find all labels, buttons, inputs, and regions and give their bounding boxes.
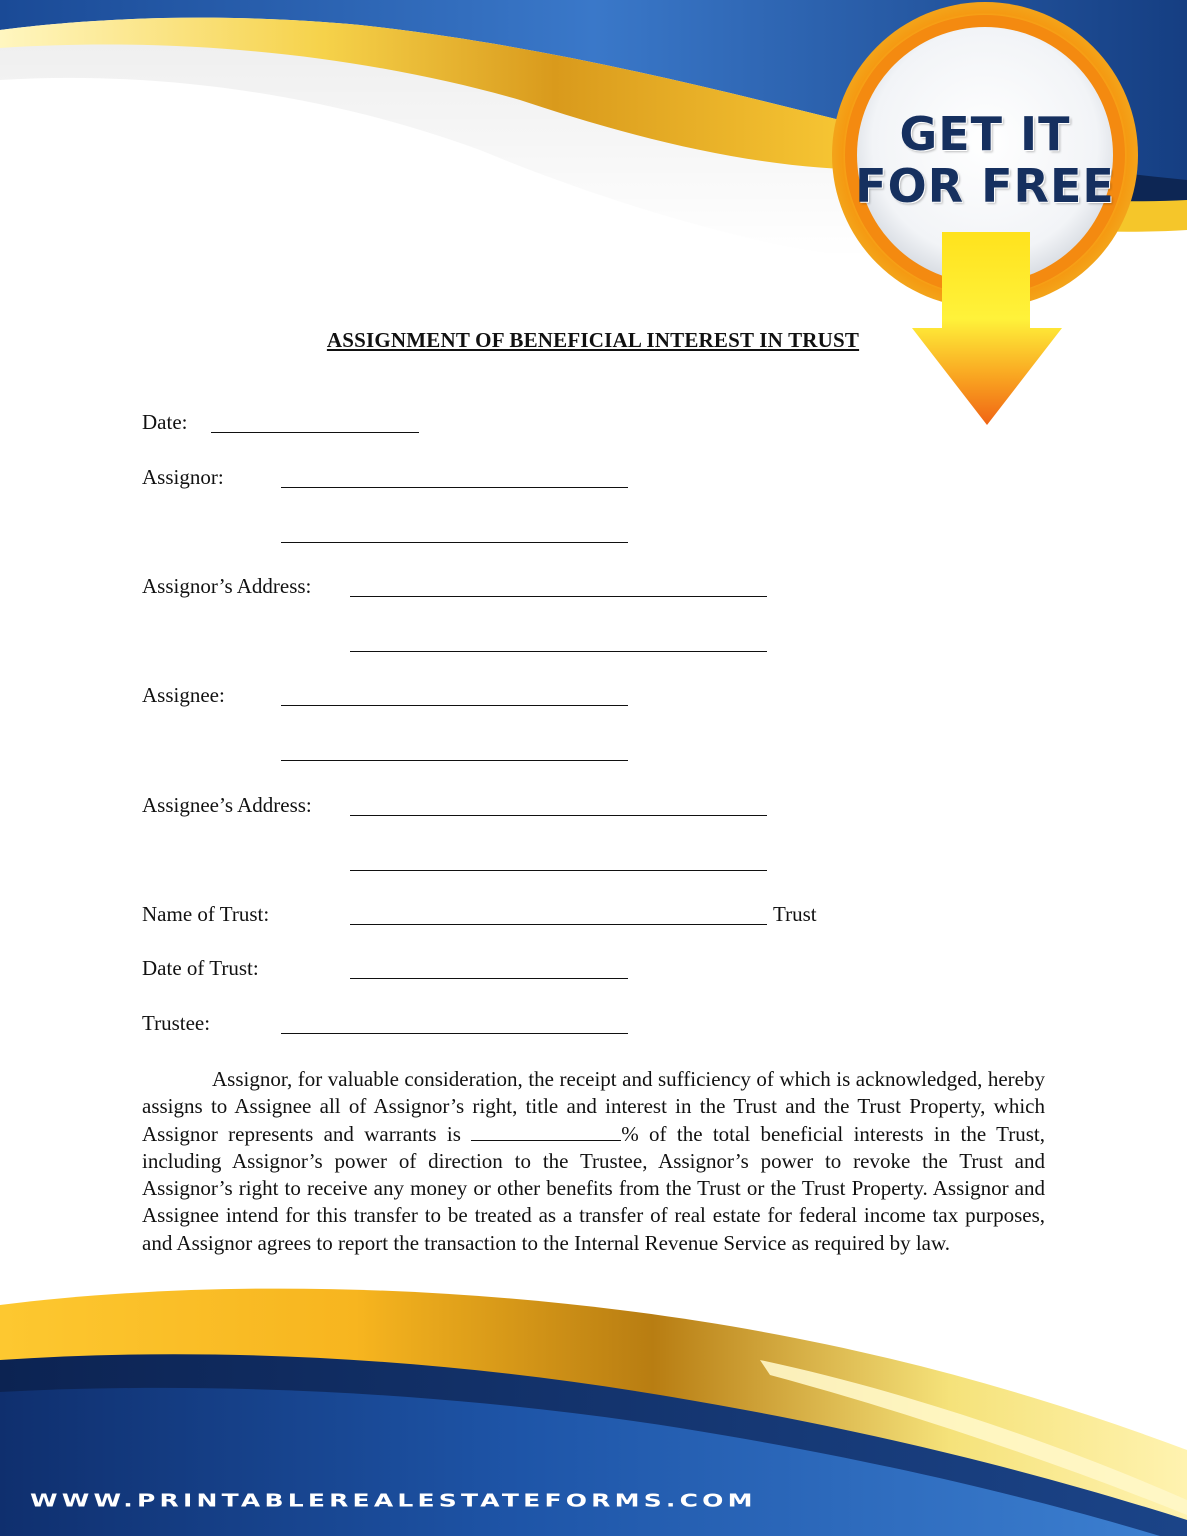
document-title: ASSIGNMENT OF BENEFICIAL INTEREST IN TRUST bbox=[326, 328, 860, 352]
name-of-trust-blank[interactable] bbox=[350, 924, 767, 925]
assignor-address-blank-1[interactable] bbox=[350, 596, 767, 597]
trustee-blank[interactable] bbox=[281, 1033, 628, 1034]
date-label: Date: bbox=[142, 410, 188, 434]
assignment-paragraph bbox=[142, 1066, 1045, 1257]
assignee-address-label: Assignee’s Address: bbox=[142, 793, 312, 817]
date-blank[interactable] bbox=[211, 432, 419, 433]
assignor-label: Assignor: bbox=[142, 465, 224, 489]
assignor-blank-2[interactable] bbox=[281, 542, 628, 543]
date-of-trust-label: Date of Trust: bbox=[142, 956, 259, 980]
percentage-blank[interactable] bbox=[471, 1122, 621, 1141]
footer-website-link[interactable]: WWW.PRINTABLEREALESTATEFORMS.COM bbox=[30, 1490, 757, 1511]
badge-line-1: GET IT bbox=[899, 107, 1071, 161]
assignor-address-blank-2[interactable] bbox=[350, 651, 767, 652]
assignee-blank-2[interactable] bbox=[281, 760, 628, 761]
get-it-free-badge[interactable] bbox=[830, 0, 1160, 430]
badge-line-2: FOR FREE bbox=[855, 159, 1115, 213]
badge-label[interactable] bbox=[835, 108, 1135, 212]
paragraph-part-1: Assignor, for valuable consideration, the receipt and sufficiency of which is acknowledged, hereby assigns to Assignee all of Assignor’s right, title and interest in the Trust and the Trust Property, which Assignor represents and warrants is bbox=[142, 1067, 1045, 1146]
assignee-label: Assignee: bbox=[142, 683, 225, 707]
name-of-trust-label: Name of Trust: bbox=[142, 902, 270, 926]
paragraph-part-2: % of the total beneficial interests in the Trust, including Assignor’s power of direction to the Trustee, Assignor’s power to revoke the Trust and Assignor’s right to receive any money or other benefits from the Trust or the Trust Property. Assignor and Assignee intend for this transfer to be treated as a transfer of real estate for federal income tax purposes, and Assignor agrees to report the transaction to the Internal Revenue Service as required by law. bbox=[142, 1121, 1045, 1255]
assignor-address-label: Assignor’s Address: bbox=[142, 574, 312, 598]
assignee-address-blank-1[interactable] bbox=[350, 815, 767, 816]
assignee-blank-1[interactable] bbox=[281, 705, 628, 706]
name-of-trust-suffix: Trust bbox=[773, 902, 817, 926]
assignee-address-blank-2[interactable] bbox=[350, 870, 767, 871]
trustee-label: Trustee: bbox=[142, 1011, 211, 1035]
assignor-blank-1[interactable] bbox=[281, 487, 628, 488]
date-of-trust-blank[interactable] bbox=[350, 978, 628, 979]
